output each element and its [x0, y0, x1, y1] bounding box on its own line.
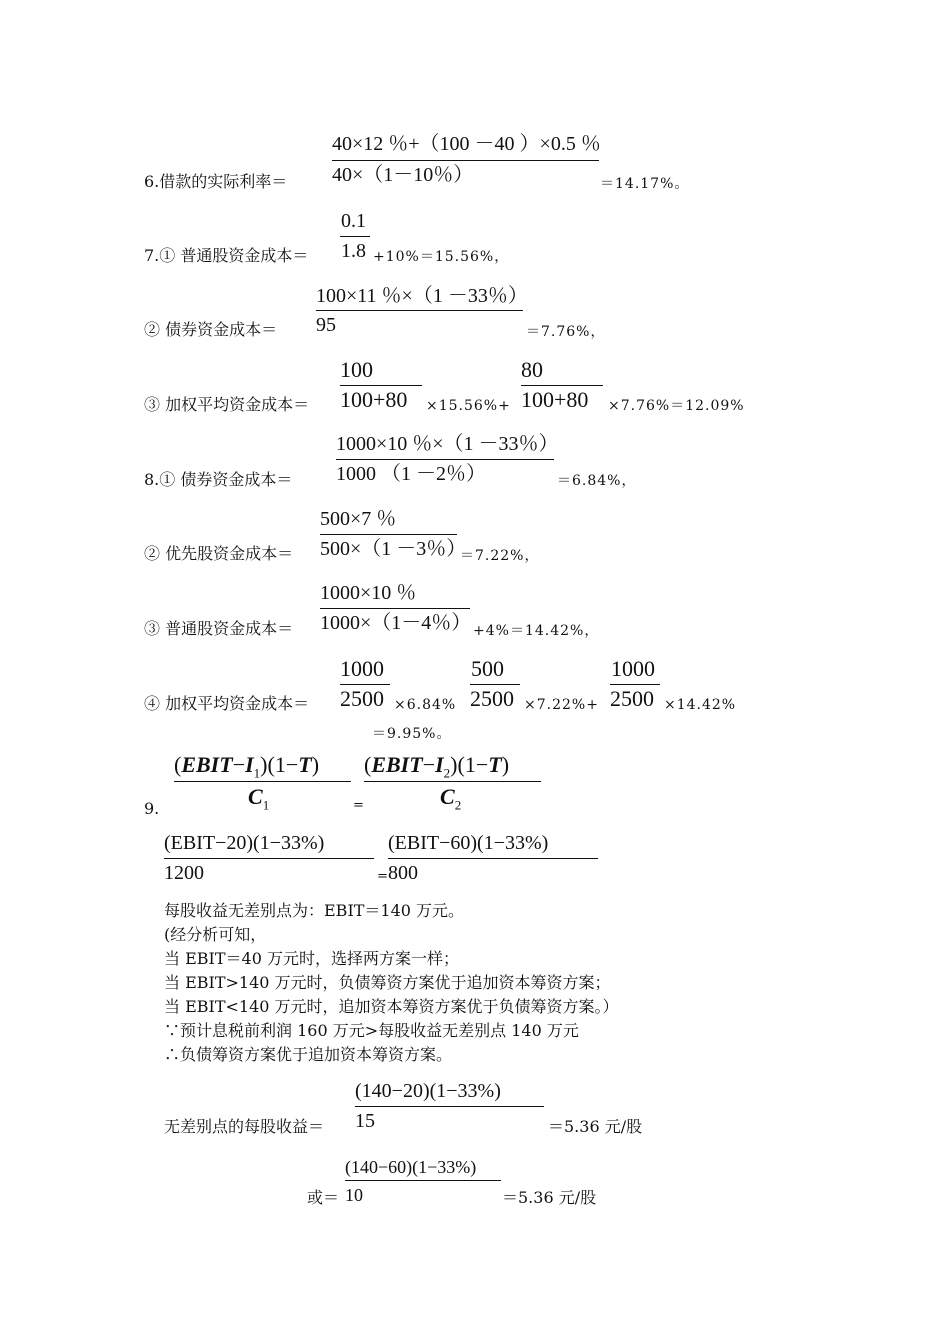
q8-3-fraction-bar — [320, 608, 470, 609]
q7-3-fraction-bar-2 — [521, 385, 603, 386]
q8-1-numerator: 1000×10 ％×（1 －33％） — [336, 433, 559, 455]
q7-3-result: ×7.76%＝12.09% — [608, 398, 745, 414]
q9-line-6: ∵预计息税前利润 160 万元>每股收益无差别点 140 万元 — [164, 1021, 579, 1040]
q8-4-numerator-3: 1000 — [611, 656, 655, 681]
q9-sub-equals: = — [377, 869, 388, 884]
q8-4-denominator-2: 2500 — [470, 686, 514, 711]
q8-1-fraction-bar — [336, 459, 554, 460]
q6-label: 6.借款的实际利率＝ — [144, 172, 288, 191]
q8-4-denominator-3: 2500 — [610, 686, 654, 711]
q6-denominator: 40×（1－10％） — [332, 164, 474, 186]
q7-1-result: +10%＝15.56%， — [373, 249, 510, 265]
q9-sub-denominator-1: 1200 — [164, 862, 204, 884]
q7-2-numerator: 100×11 ％×（1 －33％） — [316, 285, 528, 307]
q7-1-denominator: 1.8 — [341, 240, 366, 262]
q8-2-result: ＝7.22%， — [460, 548, 540, 564]
q7-1-label: 7.① 普通股资金成本＝ — [144, 246, 309, 265]
q7-2-label: ② 债券资金成本＝ — [144, 320, 278, 339]
q9-c1: $C_1$ — [248, 784, 270, 813]
q7-3-numerator-1: 100 — [340, 357, 373, 382]
q8-4-fraction-bar-2 — [470, 684, 520, 685]
q6-fraction-bar — [332, 160, 599, 161]
q8-3-result: +4%＝14.42%， — [473, 623, 600, 639]
q9-or-fraction-bar — [345, 1180, 501, 1181]
q8-4-fraction-bar-1 — [340, 684, 390, 685]
q9-generic-numerator-2: $(EBIT-I_2)(1-T)$ — [364, 752, 510, 781]
q9-eps-result: ＝5.36 元/股 — [548, 1117, 643, 1136]
q9-equals: = — [353, 798, 364, 813]
q8-1-denominator: 1000 （1 －2％） — [336, 463, 486, 485]
q8-4-mid-1: ×6.84% — [394, 697, 457, 713]
q7-2-denominator: 95 — [316, 314, 336, 336]
q9-generic-numerator-1: $(EBIT-I_1)(1-T)$ — [174, 752, 320, 781]
q9-sub-fraction-bar-2 — [388, 858, 598, 859]
q8-3-denominator: 1000×（1－4％） — [320, 612, 472, 634]
q7-3-denominator-1: 100+80 — [340, 387, 408, 412]
q8-3-label: ③ 普通股资金成本＝ — [144, 619, 294, 638]
q9-eps-label: 无差别点的每股收益＝ — [164, 1117, 325, 1136]
q9-or-denominator: 10 — [345, 1185, 363, 1205]
q9-sub-numerator-2: (EBIT−60)(1−33%) — [388, 832, 549, 854]
q7-1-fraction-bar — [340, 236, 370, 237]
q9-line-5: 当 EBIT<140 万元时，追加资本筹资方案优于负债筹资方案。） — [164, 997, 619, 1016]
q8-4-numerator-1: 1000 — [340, 656, 384, 681]
q9-or-result: ＝5.36 元/股 — [502, 1188, 597, 1207]
q9-generic-fraction-bar-1 — [174, 781, 351, 782]
q8-2-denominator: 500×（1 －3％） — [320, 538, 467, 560]
q9-sub-denominator-2: 800 — [388, 862, 418, 884]
q9-sub-numerator-1: (EBIT−20)(1−33%) — [164, 832, 325, 854]
q6-result: ＝14.17%。 — [600, 176, 690, 192]
q7-3-mid: ×15.56%+ — [426, 398, 511, 414]
q9-line-1: 每股收益无差别点为：EBIT＝140 万元。 — [164, 901, 465, 920]
q9-line-2: (经分析可知， — [164, 925, 267, 944]
q9-or-label: 或＝ — [307, 1188, 340, 1207]
q9-or-numerator: (140−60)(1−33%) — [345, 1157, 477, 1177]
q8-4-mid-2: ×7.22%+ — [524, 697, 599, 713]
q7-3-denominator-2: 100+80 — [521, 387, 589, 412]
q8-1-label: 8.① 债券资金成本＝ — [144, 470, 293, 489]
q8-1-result: ＝6.84%， — [557, 473, 637, 489]
q8-4-fraction-bar-3 — [610, 684, 660, 685]
q9-line-3: 当 EBIT＝40 万元时，选择两方案一样； — [164, 949, 459, 968]
q7-3-label: ③ 加权平均资金成本＝ — [144, 395, 310, 414]
q7-3-fraction-bar-1 — [340, 385, 422, 386]
q7-2-result: ＝7.76%， — [526, 324, 606, 340]
q6-numerator: 40×12 ％+（100 －40 ）×0.5 ％ — [332, 133, 601, 155]
q9-eps-fraction-bar — [355, 1106, 544, 1107]
q8-2-fraction-bar — [320, 534, 457, 535]
q8-4-numerator-2: 500 — [471, 656, 504, 681]
q8-4-total: ＝9.95%。 — [372, 726, 452, 742]
q9-label: 9. — [144, 799, 160, 818]
q9-line-7: ∴负债筹资方案优于追加资本筹资方案。 — [164, 1045, 453, 1064]
q8-3-numerator: 1000×10 ％ — [320, 582, 417, 604]
q8-4-denominator-1: 2500 — [340, 686, 384, 711]
q9-sub-fraction-bar-1 — [164, 858, 374, 859]
q7-3-numerator-2: 80 — [521, 357, 543, 382]
q9-eps-denominator: 15 — [355, 1110, 375, 1132]
q9-c2: $C_2$ — [440, 784, 462, 813]
q7-2-fraction-bar — [316, 310, 523, 311]
q9-generic-fraction-bar-2 — [364, 781, 541, 782]
q8-2-numerator: 500×7 ％ — [320, 508, 397, 530]
q7-1-numerator: 0.1 — [341, 210, 366, 232]
q8-4-label: ④ 加权平均资金成本＝ — [144, 694, 310, 713]
q9-line-4: 当 EBIT>140 万元时，负债筹资方案优于追加资本筹资方案； — [164, 973, 611, 992]
q8-4-result: ×14.42% — [664, 697, 737, 713]
q9-eps-numerator: (140−20)(1−33%) — [355, 1080, 501, 1102]
q8-2-label: ② 优先股资金成本＝ — [144, 544, 294, 563]
